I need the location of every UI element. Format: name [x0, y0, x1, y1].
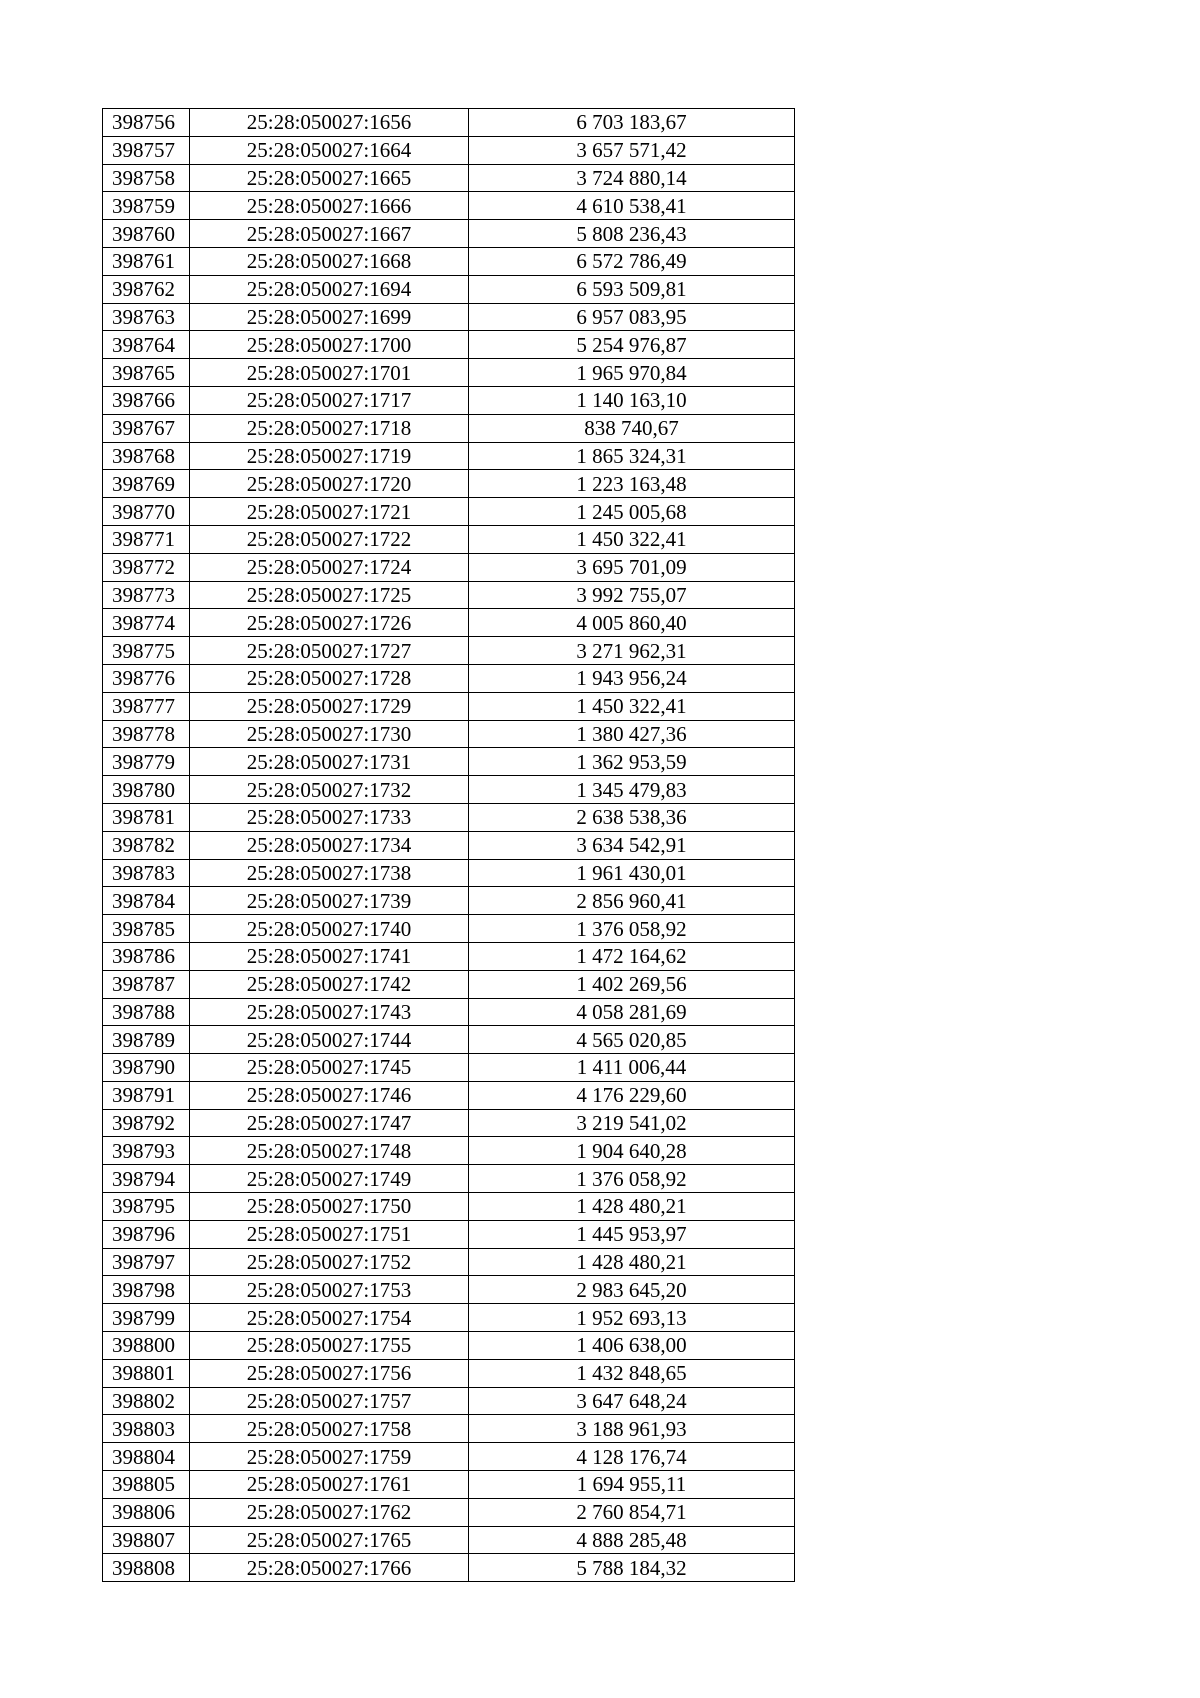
cadastral-value-cell: 1 245 005,68 — [469, 498, 795, 526]
table-row — [103, 637, 795, 665]
cadastral-value-cell: 3 647 648,24 — [469, 1387, 795, 1415]
row-number-cell: 398799 — [103, 1304, 190, 1332]
row-number-cell: 398805 — [103, 1471, 190, 1499]
cadastral-number-cell: 25:28:050027:1744 — [190, 1026, 469, 1054]
cadastral-value-cell: 838 740,67 — [469, 414, 795, 442]
row-number-cell: 398782 — [103, 831, 190, 859]
cadastral-number-cell: 25:28:050027:1759 — [190, 1443, 469, 1471]
cadastral-value-cell: 1 402 269,56 — [469, 970, 795, 998]
table-body — [103, 109, 795, 1582]
table-row — [103, 720, 795, 748]
row-number-cell: 398783 — [103, 859, 190, 887]
cadastral-value-cell: 1 406 638,00 — [469, 1332, 795, 1360]
cadastral-value-cell: 4 176 229,60 — [469, 1081, 795, 1109]
cadastral-number-cell: 25:28:050027:1665 — [190, 164, 469, 192]
row-number-cell: 398781 — [103, 803, 190, 831]
cadastral-value-cell: 4 058 281,69 — [469, 998, 795, 1026]
cadastral-value-cell: 6 703 183,67 — [469, 109, 795, 137]
table-row — [103, 275, 795, 303]
table-row — [103, 220, 795, 248]
row-number-cell: 398777 — [103, 692, 190, 720]
row-number-cell: 398772 — [103, 553, 190, 581]
cadastral-number-cell: 25:28:050027:1739 — [190, 887, 469, 915]
cadastral-number-cell: 25:28:050027:1721 — [190, 498, 469, 526]
cadastral-value-cell: 1 432 848,65 — [469, 1359, 795, 1387]
row-number-cell: 398771 — [103, 525, 190, 553]
table-row — [103, 1193, 795, 1221]
cadastral-number-cell: 25:28:050027:1741 — [190, 942, 469, 970]
cadastral-number-cell: 25:28:050027:1718 — [190, 414, 469, 442]
cadastral-value-cell: 1 362 953,59 — [469, 748, 795, 776]
table-row — [103, 998, 795, 1026]
row-number-cell: 398808 — [103, 1554, 190, 1582]
cadastral-value-cell: 4 888 285,48 — [469, 1526, 795, 1554]
cadastral-value-cell: 2 760 854,71 — [469, 1498, 795, 1526]
row-number-cell: 398803 — [103, 1415, 190, 1443]
row-number-cell: 398798 — [103, 1276, 190, 1304]
row-number-cell: 398775 — [103, 637, 190, 665]
cadastral-value-cell: 1 376 058,92 — [469, 1165, 795, 1193]
cadastral-value-cell: 1 943 956,24 — [469, 664, 795, 692]
cadastral-value-cell: 1 904 640,28 — [469, 1137, 795, 1165]
table-row — [103, 109, 795, 137]
row-number-cell: 398765 — [103, 359, 190, 387]
row-number-cell: 398763 — [103, 303, 190, 331]
cadastral-value-cell: 4 565 020,85 — [469, 1026, 795, 1054]
cadastral-value-cell: 3 219 541,02 — [469, 1109, 795, 1137]
cadastral-value-cell: 1 428 480,21 — [469, 1248, 795, 1276]
table-row — [103, 1165, 795, 1193]
table-row — [103, 692, 795, 720]
cadastral-number-cell: 25:28:050027:1667 — [190, 220, 469, 248]
cadastral-number-cell: 25:28:050027:1747 — [190, 1109, 469, 1137]
cadastral-number-cell: 25:28:050027:1720 — [190, 470, 469, 498]
cadastral-number-cell: 25:28:050027:1664 — [190, 136, 469, 164]
row-number-cell: 398774 — [103, 609, 190, 637]
table-row — [103, 359, 795, 387]
cadastral-value-cell: 1 694 955,11 — [469, 1471, 795, 1499]
table-row — [103, 1526, 795, 1554]
table-row — [103, 1248, 795, 1276]
row-number-cell: 398780 — [103, 776, 190, 804]
row-number-cell: 398789 — [103, 1026, 190, 1054]
table-row — [103, 915, 795, 943]
cadastral-value-cell: 6 572 786,49 — [469, 247, 795, 275]
row-number-cell: 398785 — [103, 915, 190, 943]
cadastral-number-cell: 25:28:050027:1700 — [190, 331, 469, 359]
cadastral-value-cell: 1 961 430,01 — [469, 859, 795, 887]
cadastral-value-cell: 3 695 701,09 — [469, 553, 795, 581]
table-row — [103, 498, 795, 526]
table-row — [103, 1109, 795, 1137]
cadastral-number-cell: 25:28:050027:1749 — [190, 1165, 469, 1193]
cadastral-value-table — [102, 108, 795, 1582]
row-number-cell: 398764 — [103, 331, 190, 359]
cadastral-number-cell: 25:28:050027:1761 — [190, 1471, 469, 1499]
cadastral-value-cell: 4 005 860,40 — [469, 609, 795, 637]
row-number-cell: 398807 — [103, 1526, 190, 1554]
row-number-cell: 398770 — [103, 498, 190, 526]
row-number-cell: 398796 — [103, 1220, 190, 1248]
cadastral-number-cell: 25:28:050027:1758 — [190, 1415, 469, 1443]
cadastral-number-cell: 25:28:050027:1748 — [190, 1137, 469, 1165]
table-row — [103, 1220, 795, 1248]
table-row — [103, 1359, 795, 1387]
cadastral-number-cell: 25:28:050027:1765 — [190, 1526, 469, 1554]
cadastral-value-cell: 5 254 976,87 — [469, 331, 795, 359]
cadastral-value-cell: 1 472 164,62 — [469, 942, 795, 970]
row-number-cell: 398795 — [103, 1193, 190, 1221]
cadastral-number-cell: 25:28:050027:1724 — [190, 553, 469, 581]
row-number-cell: 398767 — [103, 414, 190, 442]
row-number-cell: 398787 — [103, 970, 190, 998]
table-row — [103, 1137, 795, 1165]
cadastral-number-cell: 25:28:050027:1666 — [190, 192, 469, 220]
row-number-cell: 398791 — [103, 1081, 190, 1109]
cadastral-number-cell: 25:28:050027:1728 — [190, 664, 469, 692]
table-row — [103, 553, 795, 581]
table-row — [103, 386, 795, 414]
cadastral-value-cell: 1 952 693,13 — [469, 1304, 795, 1332]
cadastral-number-cell: 25:28:050027:1746 — [190, 1081, 469, 1109]
row-number-cell: 398761 — [103, 247, 190, 275]
table-row — [103, 803, 795, 831]
cadastral-value-cell: 1 345 479,83 — [469, 776, 795, 804]
cadastral-number-cell: 25:28:050027:1717 — [190, 386, 469, 414]
table-row — [103, 192, 795, 220]
cadastral-value-cell: 5 808 236,43 — [469, 220, 795, 248]
table-row — [103, 442, 795, 470]
row-number-cell: 398779 — [103, 748, 190, 776]
cadastral-number-cell: 25:28:050027:1701 — [190, 359, 469, 387]
cadastral-number-cell: 25:28:050027:1752 — [190, 1248, 469, 1276]
cadastral-value-cell: 3 657 571,42 — [469, 136, 795, 164]
table-row — [103, 1026, 795, 1054]
cadastral-value-cell: 1 380 427,36 — [469, 720, 795, 748]
table-row — [103, 1443, 795, 1471]
row-number-cell: 398786 — [103, 942, 190, 970]
cadastral-value-cell: 2 638 538,36 — [469, 803, 795, 831]
cadastral-number-cell: 25:28:050027:1756 — [190, 1359, 469, 1387]
cadastral-number-cell: 25:28:050027:1751 — [190, 1220, 469, 1248]
row-number-cell: 398778 — [103, 720, 190, 748]
row-number-cell: 398792 — [103, 1109, 190, 1137]
table-row — [103, 164, 795, 192]
table-row — [103, 136, 795, 164]
table-row — [103, 247, 795, 275]
cadastral-value-cell: 5 788 184,32 — [469, 1554, 795, 1582]
row-number-cell: 398762 — [103, 275, 190, 303]
cadastral-number-cell: 25:28:050027:1694 — [190, 275, 469, 303]
cadastral-value-cell: 6 957 083,95 — [469, 303, 795, 331]
table-row — [103, 331, 795, 359]
cadastral-value-cell: 6 593 509,81 — [469, 275, 795, 303]
cadastral-number-cell: 25:28:050027:1731 — [190, 748, 469, 776]
table-row — [103, 1081, 795, 1109]
cadastral-number-cell: 25:28:050027:1750 — [190, 1193, 469, 1221]
row-number-cell: 398793 — [103, 1137, 190, 1165]
table-row — [103, 470, 795, 498]
row-number-cell: 398757 — [103, 136, 190, 164]
table-row — [103, 942, 795, 970]
table-row — [103, 970, 795, 998]
cadastral-value-cell: 1 865 324,31 — [469, 442, 795, 470]
row-number-cell: 398768 — [103, 442, 190, 470]
table-row — [103, 1332, 795, 1360]
cadastral-number-cell: 25:28:050027:1754 — [190, 1304, 469, 1332]
cadastral-value-cell: 2 856 960,41 — [469, 887, 795, 915]
cadastral-number-cell: 25:28:050027:1743 — [190, 998, 469, 1026]
cadastral-number-cell: 25:28:050027:1738 — [190, 859, 469, 887]
table-row — [103, 1498, 795, 1526]
cadastral-value-cell: 1 223 163,48 — [469, 470, 795, 498]
cadastral-number-cell: 25:28:050027:1732 — [190, 776, 469, 804]
cadastral-value-cell: 1 450 322,41 — [469, 525, 795, 553]
cadastral-number-cell: 25:28:050027:1727 — [190, 637, 469, 665]
row-number-cell: 398801 — [103, 1359, 190, 1387]
cadastral-value-cell: 1 140 163,10 — [469, 386, 795, 414]
table-row — [103, 1471, 795, 1499]
cadastral-number-cell: 25:28:050027:1753 — [190, 1276, 469, 1304]
cadastral-number-cell: 25:28:050027:1729 — [190, 692, 469, 720]
cadastral-number-cell: 25:28:050027:1730 — [190, 720, 469, 748]
cadastral-number-cell: 25:28:050027:1733 — [190, 803, 469, 831]
row-number-cell: 398756 — [103, 109, 190, 137]
row-number-cell: 398769 — [103, 470, 190, 498]
cadastral-value-cell: 3 188 961,93 — [469, 1415, 795, 1443]
table-row — [103, 609, 795, 637]
cadastral-value-cell: 1 411 006,44 — [469, 1054, 795, 1082]
table-row — [103, 887, 795, 915]
cadastral-value-cell: 3 724 880,14 — [469, 164, 795, 192]
cadastral-number-cell: 25:28:050027:1740 — [190, 915, 469, 943]
cadastral-value-cell: 1 445 953,97 — [469, 1220, 795, 1248]
cadastral-number-cell: 25:28:050027:1656 — [190, 109, 469, 137]
cadastral-number-cell: 25:28:050027:1757 — [190, 1387, 469, 1415]
row-number-cell: 398800 — [103, 1332, 190, 1360]
table-row — [103, 1387, 795, 1415]
row-number-cell: 398759 — [103, 192, 190, 220]
table-row — [103, 859, 795, 887]
cadastral-value-cell: 1 965 970,84 — [469, 359, 795, 387]
cadastral-value-cell: 3 271 962,31 — [469, 637, 795, 665]
cadastral-value-cell: 4 128 176,74 — [469, 1443, 795, 1471]
table-row — [103, 1054, 795, 1082]
cadastral-number-cell: 25:28:050027:1722 — [190, 525, 469, 553]
cadastral-value-cell: 1 450 322,41 — [469, 692, 795, 720]
row-number-cell: 398758 — [103, 164, 190, 192]
table-row — [103, 303, 795, 331]
table-row — [103, 748, 795, 776]
row-number-cell: 398788 — [103, 998, 190, 1026]
table-row — [103, 1276, 795, 1304]
row-number-cell: 398773 — [103, 581, 190, 609]
table-row — [103, 1304, 795, 1332]
table-row — [103, 581, 795, 609]
cadastral-number-cell: 25:28:050027:1766 — [190, 1554, 469, 1582]
table-row — [103, 1554, 795, 1582]
table-row — [103, 776, 795, 804]
cadastral-value-cell: 2 983 645,20 — [469, 1276, 795, 1304]
row-number-cell: 398760 — [103, 220, 190, 248]
row-number-cell: 398776 — [103, 664, 190, 692]
table-row — [103, 1415, 795, 1443]
row-number-cell: 398802 — [103, 1387, 190, 1415]
cadastral-number-cell: 25:28:050027:1726 — [190, 609, 469, 637]
cadastral-number-cell: 25:28:050027:1719 — [190, 442, 469, 470]
cadastral-number-cell: 25:28:050027:1742 — [190, 970, 469, 998]
row-number-cell: 398797 — [103, 1248, 190, 1276]
cadastral-value-cell: 1 428 480,21 — [469, 1193, 795, 1221]
cadastral-number-cell: 25:28:050027:1725 — [190, 581, 469, 609]
table-row — [103, 414, 795, 442]
row-number-cell: 398784 — [103, 887, 190, 915]
cadastral-number-cell: 25:28:050027:1762 — [190, 1498, 469, 1526]
cadastral-value-cell: 3 634 542,91 — [469, 831, 795, 859]
row-number-cell: 398804 — [103, 1443, 190, 1471]
row-number-cell: 398806 — [103, 1498, 190, 1526]
cadastral-value-cell: 4 610 538,41 — [469, 192, 795, 220]
table-row — [103, 525, 795, 553]
cadastral-number-cell: 25:28:050027:1755 — [190, 1332, 469, 1360]
row-number-cell: 398794 — [103, 1165, 190, 1193]
cadastral-number-cell: 25:28:050027:1668 — [190, 247, 469, 275]
cadastral-value-cell: 1 376 058,92 — [469, 915, 795, 943]
table-row — [103, 664, 795, 692]
row-number-cell: 398766 — [103, 386, 190, 414]
table-row — [103, 831, 795, 859]
row-number-cell: 398790 — [103, 1054, 190, 1082]
cadastral-number-cell: 25:28:050027:1745 — [190, 1054, 469, 1082]
cadastral-number-cell: 25:28:050027:1734 — [190, 831, 469, 859]
cadastral-value-cell: 3 992 755,07 — [469, 581, 795, 609]
cadastral-number-cell: 25:28:050027:1699 — [190, 303, 469, 331]
